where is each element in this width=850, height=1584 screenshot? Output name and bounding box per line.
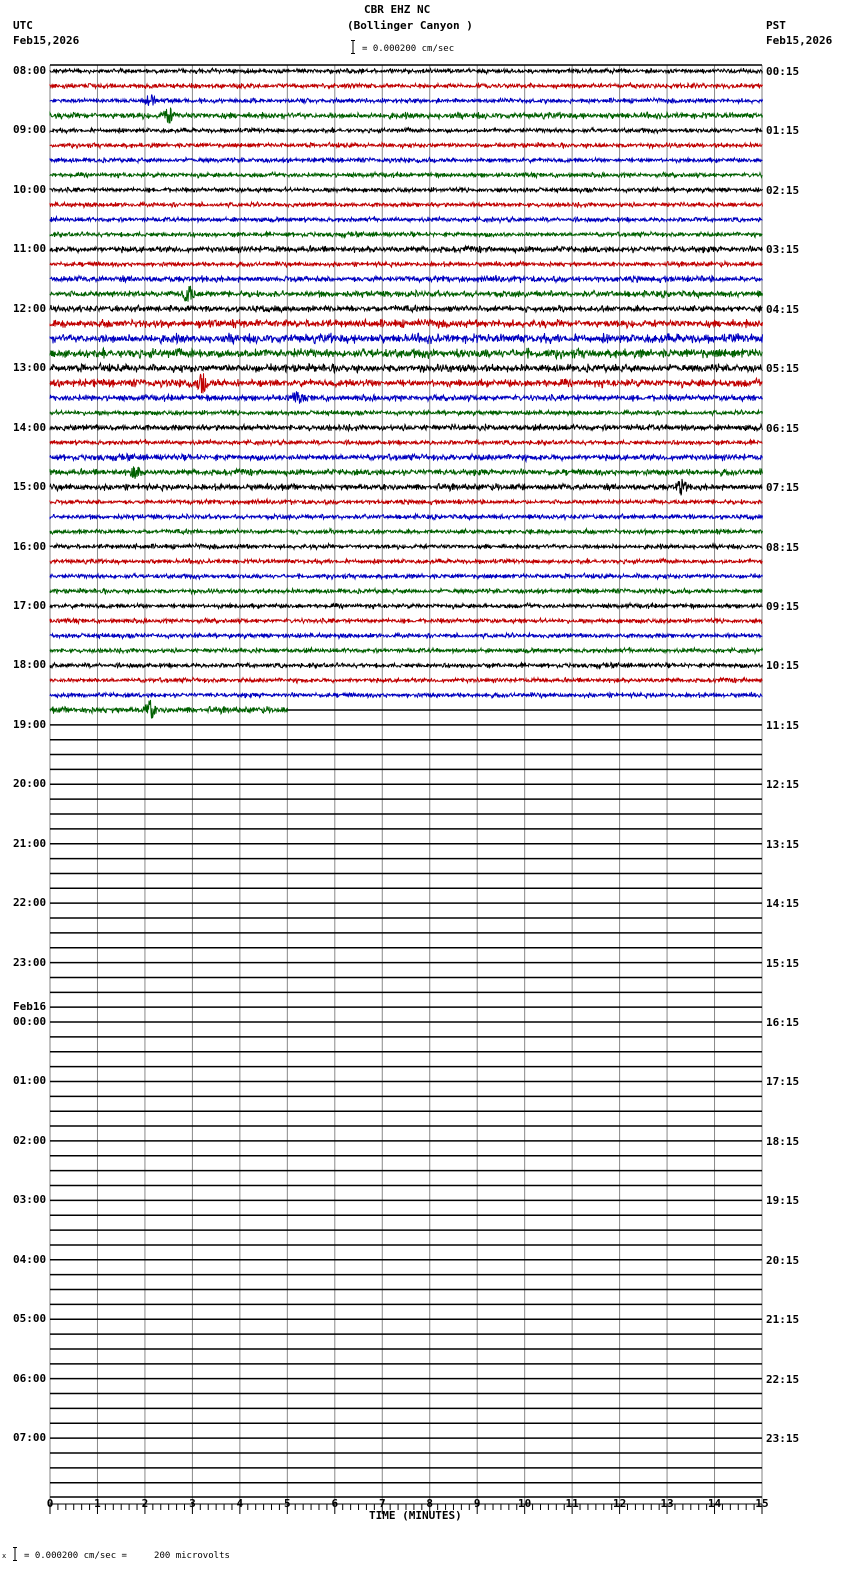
utc-hour-label: 16:00 — [13, 539, 47, 553]
utc-hour-label: 03:00 — [13, 1193, 47, 1207]
pst-hour-label: 12:15 — [766, 778, 800, 792]
utc-hour-label: 22:00 — [13, 896, 47, 910]
x-tick-label: 5 — [284, 1497, 291, 1510]
utc-hour-label: 01:00 — [13, 1074, 47, 1088]
utc-hour-label: 20:00 — [13, 777, 47, 791]
pst-hour-label: 09:15 — [766, 599, 800, 613]
pst-hour-label: 14:15 — [766, 897, 800, 911]
utc-hour-label: 00:00 — [13, 1015, 47, 1029]
utc-hour-label: 13:00 — [13, 361, 47, 375]
utc-hour-label: 09:00 — [13, 123, 47, 137]
pst-hour-label: 01:15 — [766, 124, 800, 138]
x-tick-label: 12 — [612, 1497, 627, 1510]
utc-hour-label: 21:00 — [13, 836, 47, 850]
x-tick-label: 13 — [660, 1497, 674, 1510]
pst-hour-label: 21:15 — [766, 1313, 800, 1327]
x-tick-label: 0 — [46, 1497, 54, 1510]
pst-hour-label: 05:15 — [766, 362, 800, 376]
station-location: (Bollinger Canyon ) — [347, 19, 473, 32]
footer-scale-bar-icon — [13, 1546, 18, 1565]
pst-hour-label: 20:15 — [766, 1253, 800, 1267]
pst-hour-label: 15:15 — [766, 956, 800, 970]
pst-hour-label: 04:15 — [766, 302, 800, 316]
pst-hour-label: 03:15 — [766, 243, 800, 257]
pst-hour-label: 02:15 — [766, 183, 800, 197]
utc-hour-label: 10:00 — [13, 182, 47, 196]
utc-hour-label: 11:00 — [13, 242, 47, 256]
utc-hour-label: 15:00 — [13, 480, 47, 494]
pst-hour-label: 18:15 — [766, 1134, 800, 1148]
utc-hour-label: 17:00 — [13, 598, 47, 612]
utc-hour-label: 18:00 — [13, 658, 47, 672]
utc-hour-label: 14:00 — [13, 420, 47, 434]
left-date: Feb15,2026 — [13, 34, 80, 47]
utc-hour-label: 05:00 — [13, 1312, 47, 1326]
pst-hour-label: 08:15 — [766, 540, 800, 554]
scale-label: = 0.000200 cm/sec — [362, 44, 455, 54]
utc-hour-label: 04:00 — [13, 1252, 47, 1266]
x-tick-label: 3 — [189, 1497, 196, 1510]
x-tick-label: 11 — [565, 1497, 579, 1510]
pst-hour-label: 16:15 — [766, 1016, 800, 1030]
x-tick-label: 7 — [378, 1497, 386, 1510]
right-date: Feb15,2026 — [766, 34, 833, 47]
utc-hour-label: 07:00 — [13, 1431, 47, 1445]
pst-hour-label: 22:15 — [766, 1372, 800, 1386]
utc-hour-label: 02:00 — [13, 1133, 47, 1147]
pst-hour-label: 06:15 — [766, 421, 800, 435]
utc-hour-label: 12:00 — [13, 301, 47, 315]
utc-hour-label: 23:00 — [13, 955, 47, 969]
left-timezone: UTC — [13, 19, 33, 32]
footer-scale-note: = 0.000200 cm/sec = 200 microvolts — [24, 1551, 230, 1561]
x-tick-label: 1 — [94, 1497, 101, 1510]
x-tick-label: 14 — [707, 1497, 722, 1510]
x-tick-label: 8 — [426, 1497, 434, 1510]
x-tick-label: 2 — [141, 1497, 149, 1510]
pst-hour-label: 17:15 — [766, 1075, 800, 1089]
station-title: CBR EHZ NC — [364, 3, 431, 16]
x-tick-label: 4 — [236, 1497, 244, 1510]
utc-hour-label: 19:00 — [13, 717, 47, 731]
footer-prefix: x — [2, 1552, 7, 1560]
utc-hour-label: 08:00 — [13, 64, 47, 77]
right-timezone: PST — [766, 19, 786, 32]
utc-hour-label: 06:00 — [13, 1371, 47, 1385]
x-tick-label: 9 — [473, 1497, 481, 1510]
pst-hour-label: 13:15 — [766, 837, 800, 851]
pst-hour-label: 11:15 — [766, 718, 800, 732]
x-tick-label: 6 — [331, 1497, 339, 1510]
pst-hour-label: 07:15 — [766, 481, 800, 495]
pst-hour-label: 00:15 — [766, 65, 800, 78]
date-change-label: Feb16 — [13, 1000, 47, 1014]
x-tick-label: 10 — [518, 1497, 532, 1510]
pst-hour-label: 23:15 — [766, 1432, 800, 1446]
pst-hour-label: 19:15 — [766, 1194, 800, 1208]
x-tick-label: 15 — [755, 1497, 769, 1510]
pst-hour-label: 10:15 — [766, 659, 800, 673]
x-axis-label: TIME (MINUTES) — [369, 1509, 462, 1522]
